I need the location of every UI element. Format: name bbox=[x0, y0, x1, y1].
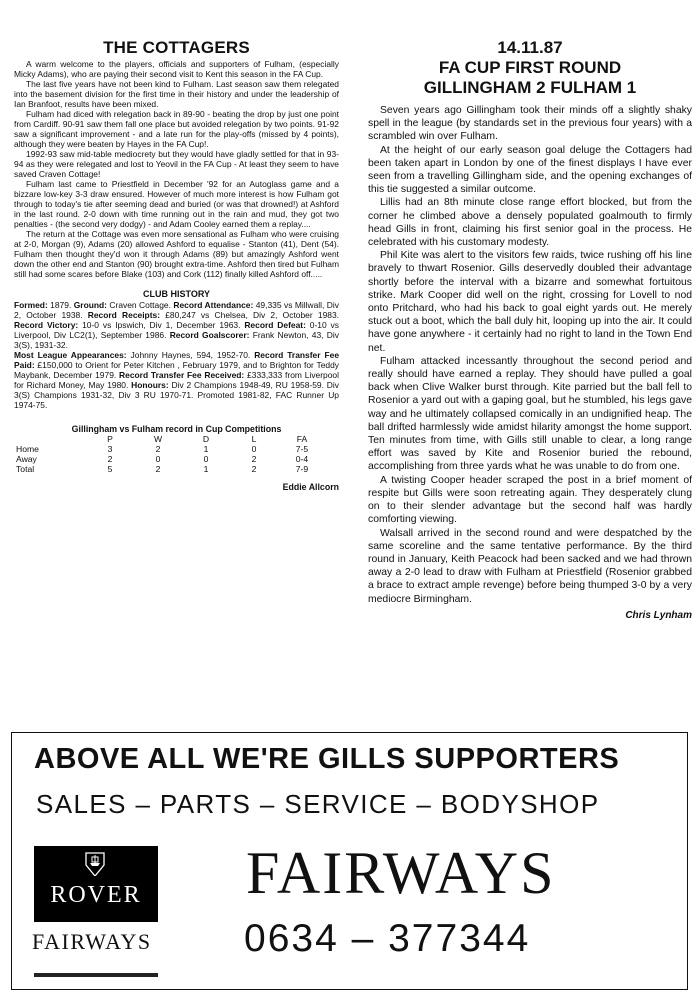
table-cell: Home bbox=[16, 444, 39, 454]
right-paragraph: Seven years ago Gillingham took their minds off a slightly shaky spell in the league (by standards set in the previous four years) with a scrambled win over Fulham. bbox=[368, 105, 692, 143]
club-history-value: Johnny Haynes, 594, 1952-70. bbox=[126, 350, 255, 360]
club-history-value: £333,333 from Liverpool for Richard Money, May 1980. bbox=[14, 370, 339, 390]
table-cell: 0 bbox=[203, 454, 209, 464]
table-header-cell: W bbox=[153, 434, 163, 444]
club-history-label: Honours: bbox=[131, 380, 169, 390]
left-paragraph: Fulham last came to Priestfield in December '92 for an Autoglass game and a bizzare low-key 3-3 draw ensured. However of much more interest is how Fulham got through to today's tie after seeming dead and buried (or was that drowned!) at Ashford in the last round. 2-0 down with time running out in the rain and mud, they got two penalties - (the second very dodgy) - and Adam Cooley earned them a replay.... bbox=[14, 179, 339, 229]
left-paragraph: A warm welcome to the players, officials and supporters of Fulham, (especially Micky Adams), who are paying their second visit to Kent this season in the FA Cup. bbox=[14, 59, 339, 79]
right-paragraph: Walsall arrived in the second round and were despatched by the same scoreline and the same tentative performance. By the third round in January, Keith Peacock had been sacked and we had thrown away a 2-0 lead to draw with Fulham at Priestfield (Rosenior grabbed a brace to extract ample revenge) before being thumped 3-0 by a very mediocre Birmingham. bbox=[368, 527, 692, 605]
left-paragraph: The last five years have not been kind to Fulham. Last season saw them relegated into the basement division for the first time in their history and under the leadership of Ian Branfoot, results have been mixed. bbox=[14, 79, 339, 109]
club-history-value: Frank Newton, 43, Div 3(S), 1931-32. bbox=[14, 330, 339, 350]
table-cell: 1 bbox=[203, 444, 209, 454]
table-cell: 0-4 bbox=[295, 454, 309, 464]
match-header bbox=[368, 38, 692, 98]
left-author: Eddie Allcorn bbox=[282, 482, 339, 492]
left-column bbox=[14, 38, 339, 492]
table-header-cell bbox=[16, 434, 86, 444]
club-history-label: Most League Appearances: bbox=[14, 350, 127, 360]
table-cell: 2 bbox=[155, 444, 161, 454]
right-paragraph: Fulham attacked incessantly throughout the second period and really should have earned a replay. They should have pulled a goal back when Clive Walker burst through. Kite parried but the ball fell to Rosenior a yard out with a gaping goal, but he stumbled, his legs gave way and he ultimately collapsed comically in an undignified heap. The ball drifted harmlessly wide amidst hilarity amongst the home support. Ten minutes from time, with Gills still unable to clear, a long range effort was saved by Kite and Rosenior buried the rebound, accomplishing from three yards what he was unable to do from one. bbox=[368, 355, 692, 473]
club-history-value: 49,335 vs Millwall, Div 2, October 1938. bbox=[14, 300, 339, 320]
table-header-cell: P bbox=[107, 434, 113, 444]
right-paragraph: Lillis had an 8th minute close range effort blocked, but from the corner he climbed above a densely populated goalmouth to firmly head Gills in front, claiming his first senior goal in the process. He celebrated with his customary modesty. bbox=[368, 197, 692, 249]
match-round: FA CUP FIRST ROUND bbox=[438, 58, 622, 77]
club-history-para-1 bbox=[14, 300, 339, 350]
table-cell: 2 bbox=[251, 464, 257, 474]
table-cell: Away bbox=[16, 454, 37, 464]
club-history-value: Div 2 Champions 1948-49, RU 1958-59. Div 3(S) Champions 1931-32, Div 3 RU 1970-71. Promoted 1981-82, FAC Runner Up 1974-75. bbox=[14, 380, 339, 410]
club-history-label: Record Defeat: bbox=[244, 320, 306, 330]
club-history-label: Record Transfer Fee Paid: bbox=[14, 350, 340, 370]
club-history-label: Record Transfer Fee Received: bbox=[119, 370, 245, 380]
club-history-value: £150,000 to Orient for Peter Kitchen , February 1979, and to Brighton for Teddy Maybank, December 1979. bbox=[14, 360, 339, 380]
table-row bbox=[16, 464, 326, 474]
left-article-title: THE COTTAGERS bbox=[103, 38, 250, 57]
right-column bbox=[368, 38, 692, 621]
fairways-advert bbox=[11, 732, 688, 990]
table-cell: Total bbox=[16, 464, 35, 474]
advert-headline: ABOVE ALL WE'RE GILLS SUPPORTERS bbox=[34, 743, 620, 775]
table-cell: 7-5 bbox=[295, 444, 309, 454]
table-cell: 1 bbox=[203, 464, 209, 474]
table-cell: 2 bbox=[107, 454, 113, 464]
table-cell: 7-9 bbox=[295, 464, 309, 474]
club-history-value: £80,247 vs Chelsea, Div 2, October 1983. bbox=[160, 310, 339, 320]
right-paragraph: Phil Kite was alert to the visitors few raids, twice rushing off his line bravely to thwart Rosenior. Gills deservedly doubled their advantage shortly before the interval with a bizarre and somewhat fortuitous strike. Mark Cooper did well on the right, crossing for Lovell to nod onto Pritchard, who had his back to goal eight yards out. He merely stuck out a boot, which the ball duly hit, looping up into the air. It could have gone anywhere - it certainly had no right to land in the Town End net. bbox=[368, 250, 692, 354]
right-paragraph: At the height of our early season goal deluge the Cottagers had been taken apart in London by one of the finest displays I have ever seen from a travelling Gillingham side, and the opening exchanges of this tie suggested a similar outcome. bbox=[368, 144, 692, 196]
match-date: 14.11.87 bbox=[497, 38, 563, 57]
table-header-cell: D bbox=[202, 434, 210, 444]
club-history-value: 0-10 vs Liverpool, Div LC2(1), September 1986. bbox=[14, 320, 339, 340]
club-history-label: Formed: bbox=[14, 300, 48, 310]
club-history-value: Craven Cottage. bbox=[107, 300, 174, 310]
advert-services: SALES – PARTS – SERVICE – BODYSHOP bbox=[36, 789, 600, 819]
table-cell: 5 bbox=[107, 464, 113, 474]
advert-big-name: FAIRWAYS bbox=[246, 840, 556, 906]
table-cell: 2 bbox=[155, 464, 161, 474]
match-score: GILLINGHAM 2 FULHAM 1 bbox=[423, 78, 637, 97]
advert-phone: 0634 – 377344 bbox=[244, 917, 531, 960]
table-row bbox=[16, 454, 326, 464]
club-history-title: CLUB HISTORY bbox=[142, 289, 210, 299]
club-history-label: Record Receipts: bbox=[87, 310, 161, 320]
cup-record-title: Gillingham vs Fulham record in Cup Competitions bbox=[71, 424, 282, 434]
right-paragraph: A twisting Cooper header scraped the post in a brief moment of respite but Gills were soon retreating again. They desperately clung on to their slender advantage but the second half was hardly comforting viewing. bbox=[368, 474, 692, 526]
club-history-label: Ground: bbox=[73, 300, 107, 310]
table-header-cell: L bbox=[251, 434, 257, 444]
table-header-row bbox=[16, 434, 326, 444]
table-header-cell: FA bbox=[296, 434, 308, 444]
table-cell: 3 bbox=[107, 444, 113, 454]
cup-record-table bbox=[16, 434, 326, 474]
left-paragraph: The return at the Cottage was even more sensational as Fulham who were cruising at 2-0, Morgan (9), Adams (20) allowed Ashford to equalise - Stanton (41), Dent (54). Fulham then thought they'd won it through Adams (89) but amazingly Ashford went down the other end and Stanton (90) brought extra-time. Ashford then tired but Fulham still had some scares before Blake (103) and Cork (112) finally killed Ashford off..... bbox=[14, 229, 339, 279]
club-history-value: 10-0 vs Ipswich, Div 1, December 1963. bbox=[78, 320, 245, 330]
table-row bbox=[16, 444, 326, 454]
right-author: Chris Lynham bbox=[625, 609, 692, 621]
club-history-value: 1879. bbox=[47, 300, 74, 310]
table-cell: 2 bbox=[251, 454, 257, 464]
club-history bbox=[14, 300, 339, 410]
club-history-label: Record Attendance: bbox=[173, 300, 254, 310]
rover-longship-badge-icon bbox=[84, 850, 106, 876]
divider bbox=[34, 973, 158, 977]
table-cell: 0 bbox=[251, 444, 257, 454]
left-paragraph: Fulham had diced with relegation back in 89-90 - beating the drop by just one point from Cardiff. 90-91 saw them fall one place but avoided relegation by two points. 91-92 saw a significant improvement - and a late run for the play-offs (missed by 4 points), although they were beaten by Hayes in the FA Cup!. bbox=[14, 109, 339, 149]
table-cell: 0 bbox=[155, 454, 161, 464]
club-history-label: Record Victory: bbox=[14, 320, 79, 330]
club-history-label: Record Goalscorer: bbox=[169, 330, 250, 340]
club-history-para-2 bbox=[14, 350, 339, 410]
left-paragraph: 1992-93 saw mid-table mediocrety but they would have gladly settled for that in 93-94 as they were relegated and lost to Yeovil in the FA Cup - At least they seem to have saved Craven Cottage! bbox=[14, 149, 339, 179]
advert-small-name: FAIRWAYS bbox=[32, 929, 152, 954]
rover-wordmark: ROVER bbox=[50, 882, 142, 908]
rover-logo bbox=[34, 846, 158, 922]
